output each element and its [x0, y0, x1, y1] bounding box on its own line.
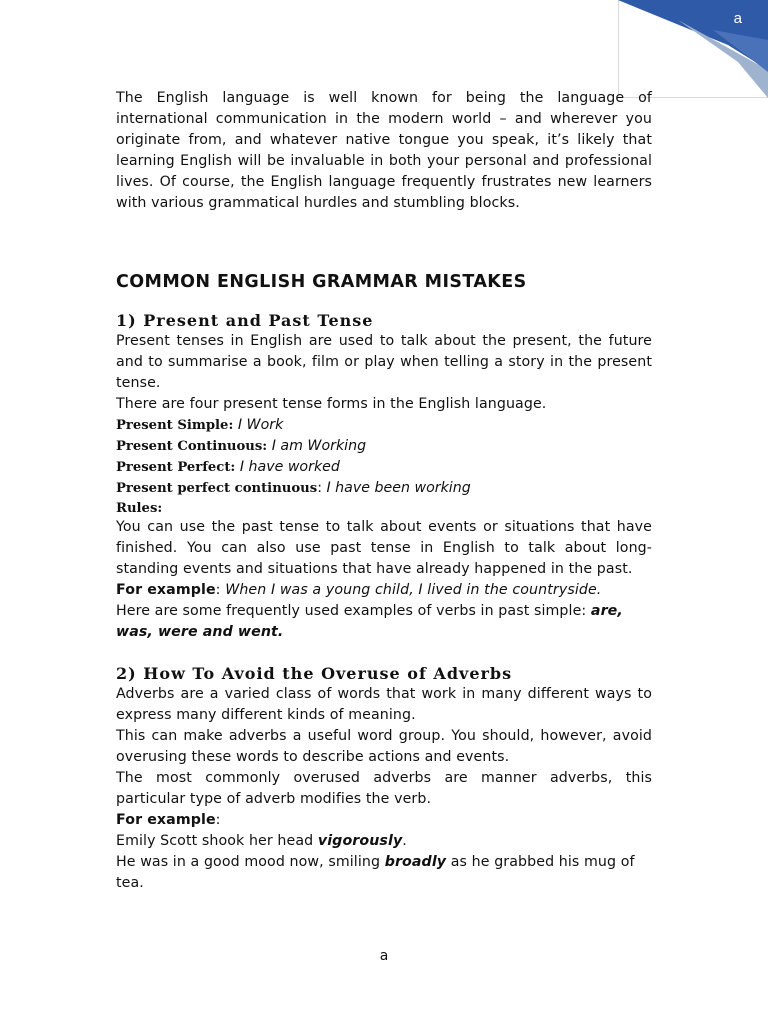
intro-paragraph: The English language is well known for being the language of international communication in the modern world – and wherever you originate from, and whatever native tongue you speak, it’s likely that learning English will be invaluable in both your personal and professional lives. Of course, the English language frequently frustrates new learners with various grammatical hurdles and stumbling blocks.	[116, 90, 652, 211]
rules-label-line	[116, 499, 652, 517]
example-label: For example	[116, 582, 216, 598]
tense-form-label: Present Continuous:	[116, 439, 268, 454]
section2-example1	[116, 831, 652, 852]
tense-form-label: Present Simple:	[116, 418, 234, 433]
section2-example-label-line	[116, 810, 652, 831]
footer-page-label: a	[379, 948, 389, 964]
section2-para3: The most commonly overused adverbs are manner adverbs, this particular type of adverb modifies the verb.	[116, 770, 652, 807]
section1-verbs	[116, 601, 652, 643]
section1-para2: There are four present tense forms in the English language.	[116, 396, 547, 412]
example1-adverb: vigorously	[317, 833, 403, 849]
example1-text: Emily Scott shook her head	[116, 833, 314, 849]
example1-end: .	[402, 833, 407, 849]
tense-form-item	[116, 478, 652, 499]
tense-form-item	[116, 436, 652, 457]
tense-form-item	[116, 457, 652, 478]
verbs-intro: Here are some frequently used examples of verbs in past simple:	[116, 603, 587, 619]
tense-form-item	[116, 415, 652, 436]
section2-example2	[116, 852, 652, 894]
header-page-label: a	[733, 10, 742, 27]
section1-para1: Present tenses in English are used to talk about the present, the future and to summarise a book, film or play when telling a story in the present tense.	[116, 333, 652, 391]
section1-example	[116, 580, 652, 601]
corner-decoration	[618, 0, 768, 100]
tense-form-label: Present perfect continuous	[116, 481, 318, 496]
tense-form-separator: :	[317, 480, 322, 496]
section1-heading: 1) Present and Past Tense	[116, 311, 374, 330]
document-body	[116, 88, 652, 894]
example-separator: :	[215, 582, 221, 598]
verbs-list: are, was, were and went.	[116, 603, 623, 640]
main-heading: COMMON ENGLISH GRAMMAR MISTAKES	[116, 272, 527, 292]
example2-end: as he grabbed his mug of tea.	[116, 854, 635, 891]
rules-label: Rules:	[116, 501, 163, 516]
tense-form-example: I have worked	[239, 459, 340, 475]
example-text: When I was a young child, I lived in the countryside.	[225, 582, 602, 598]
section2-para2: This can make adverbs a useful word group. You should, however, avoid overusing these words to describe actions and events.	[116, 728, 652, 765]
tense-form-example: I have been working	[326, 480, 471, 496]
example2-adverb: broadly	[384, 854, 447, 870]
section2-heading: 2) How To Avoid the Overuse of Adverbs	[116, 664, 513, 683]
example-label: For example	[116, 812, 216, 828]
tense-form-label: Present Perfect:	[116, 460, 236, 475]
section2-para1: Adverbs are a varied class of words that work in many different ways to express many different kinds of meaning.	[116, 686, 652, 723]
tense-form-example: I Work	[237, 417, 284, 433]
example2-text: He was in a good mood now, smiling	[116, 854, 381, 870]
example-separator: :	[215, 812, 221, 828]
tense-form-example: I am Working	[271, 438, 367, 454]
section1-rules-para: You can use the past tense to talk about events or situations that have finished. You can also use past tense in English to talk about long-standing events and situations that have already happened in the past.	[116, 519, 652, 577]
